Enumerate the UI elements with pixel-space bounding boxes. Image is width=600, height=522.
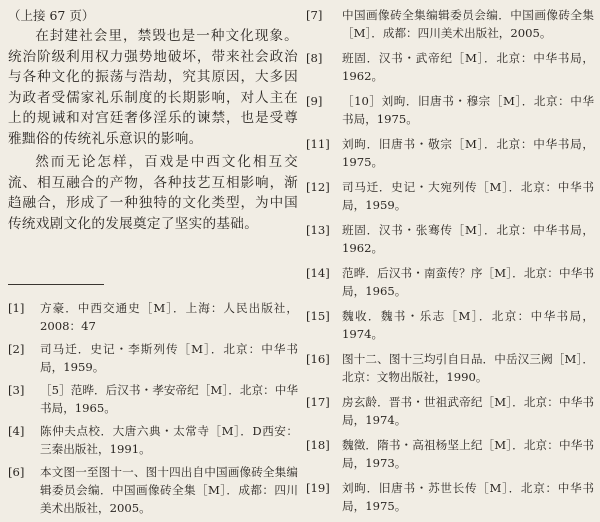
footnote-text: 图十二、图十三均引自日品．中岳汉三阙［M］．北京：文物出版社，1990。: [342, 352, 594, 384]
footnote-text: 方豪．中西交通史［M］．上海：人民出版社，2008：47: [40, 301, 298, 333]
footnote-number: [17]: [306, 395, 330, 409]
footnote-item: [306, 393, 594, 429]
footnote-text: 本文图一至图十一、图十四出自中国画像砖全集编辑委员会编．中国画像砖全集［M］．成都：四川美术出版社，2005。: [40, 465, 298, 515]
footnote-number: [1]: [8, 301, 25, 315]
footnote-item: [306, 221, 594, 257]
footnote-item: [306, 350, 594, 386]
footnote-text: 司马迁．史记・李斯列传［M］．北京：中华书局，1959。: [40, 342, 298, 374]
footnote-item: [306, 92, 594, 128]
footnote-item: [306, 178, 594, 214]
footnote-number: [13]: [306, 223, 330, 237]
footnote-item: [8, 299, 298, 335]
right-column: [306, 6, 594, 522]
footnote-item: [306, 135, 594, 171]
footnote-number: [19]: [306, 481, 330, 495]
footnote-text: 刘昫．旧唐书・苏世长传［M］．北京：中华书局，1975。: [342, 481, 594, 513]
footnote-text: 中国画像砖全集编辑委员会编．中国画像砖全集［M］．成都：四川美术出版社，2005。: [342, 8, 594, 40]
footnote-item: [8, 340, 298, 376]
footnote-item: [8, 422, 298, 458]
continued-from-note: （上接 67 页）: [8, 8, 95, 23]
footnote-item: [306, 49, 594, 85]
footnote-divider: [8, 284, 104, 285]
footnote-text: 魏徵．隋书・高祖杨坚上纪［M］．北京：中华书局，1973。: [342, 438, 594, 470]
footnote-number: [11]: [306, 137, 330, 151]
footnote-number: [8]: [306, 51, 323, 65]
footnote-number: [7]: [306, 8, 323, 22]
footnote-item: [8, 381, 298, 417]
footnote-number: [6]: [8, 465, 25, 479]
footnote-number: [2]: [8, 342, 25, 356]
footnote-text: 魏收．魏书・乐志［M］．北京：中华书局，1974。: [342, 309, 594, 341]
footnote-item: [306, 6, 594, 42]
footnote-item: [8, 463, 298, 517]
body-paragraph: 然而无论怎样，百戏是中西文化相互交流、相互融合的产物，各种技艺互相影响，渐趋融合，形成了一种独特的文化类型，为中国传统戏剧文化的发展奠定了坚实的基础。: [8, 154, 298, 232]
footnote-number: [4]: [8, 424, 25, 438]
footnote-text: 班固．汉书・张骞传［M］．北京：中华书局，1962。: [342, 223, 594, 255]
footnote-number: [15]: [306, 309, 330, 323]
footnote-text: 班固．汉书・武帝纪［M］．北京：中华书局，1962。: [342, 51, 594, 83]
body-paragraph: 在封建社会里，禁毁也是一种文化现象。统治阶级利用权力强势地破坏，带来社会政治与各种文化的振荡与浩劫，究其原因，大多因为政者受儒家礼乐制度的长期影响，对人主在上的规诫和对宫廷奢侈淫乐的谏禁，也是受尊雅黜俗的传统礼乐意识的影响。: [8, 28, 298, 147]
footnote-number: [3]: [8, 383, 25, 397]
footnote-number: [14]: [306, 266, 330, 280]
left-column: [8, 6, 298, 522]
footnote-item: [306, 264, 594, 300]
footnote-number: [18]: [306, 438, 330, 452]
footnote-item: [306, 307, 594, 343]
footnote-text: 陈仲夫点校．大唐六典・太常寺［M］．D西安：三秦出版社，1991。: [40, 424, 298, 456]
footnote-number: [9]: [306, 94, 323, 108]
footnote-item: [306, 436, 594, 472]
footnote-number: [12]: [306, 180, 330, 194]
footnote-list-left: [8, 299, 298, 517]
footnote-text: 范晔．后汉书・南蛮传？序［M］．北京：中华书局，1965。: [342, 266, 594, 298]
footnote-list-right: [306, 6, 594, 515]
footnote-text: 房玄龄．晋书・世祖武帝纪［M］．北京：中华书局，1974。: [342, 395, 594, 427]
footnote-text: 司马迁．史记・大宛列传［M］．北京：中华书局，1959。: [342, 180, 594, 212]
footnote-text: 刘昫．旧唐书・敬宗［M］．北京：中华书局，1975。: [342, 137, 594, 169]
footnote-item: [306, 479, 594, 515]
footnote-text: ［5］范晔．后汉书・孝安帝纪［M］．北京：中华书局，1965。: [40, 383, 298, 415]
footnote-number: [16]: [306, 352, 330, 366]
footnote-text: ［10］刘昫．旧唐书・穆宗［M］．北京：中华书局，1975。: [342, 94, 594, 126]
